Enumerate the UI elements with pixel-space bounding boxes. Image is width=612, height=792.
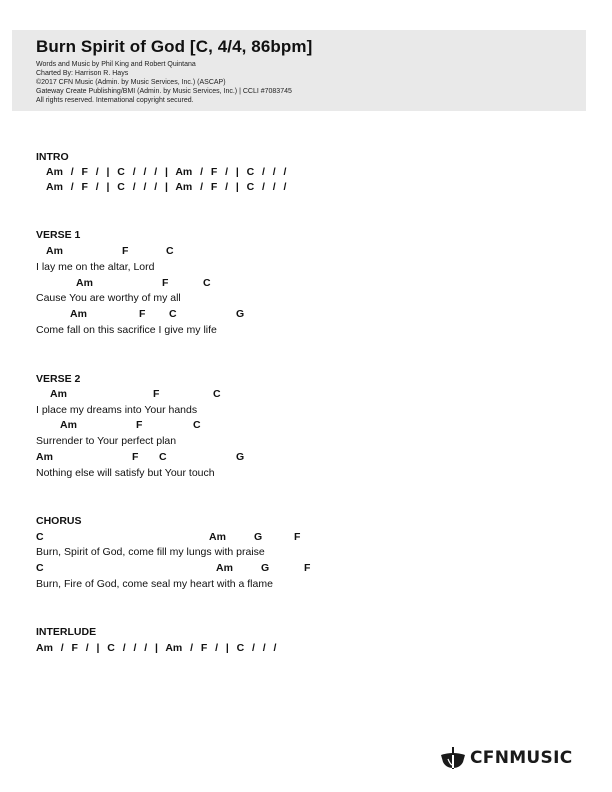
lyric-line: Burn, Fire of God, come seal my heart with a flame [36, 578, 273, 590]
chord: C [169, 308, 177, 320]
chord: F [162, 277, 169, 289]
chord: Am [50, 388, 67, 400]
chord: G [236, 451, 245, 463]
lyric-line: Burn, Spirit of God, come fill my lungs with praise [36, 546, 265, 558]
chord: Am [70, 308, 87, 320]
lyric-line: I lay me on the altar, Lord [36, 261, 155, 273]
song-title: Burn Spirit of God [C, 4/4, 86bpm] [36, 37, 313, 56]
lyric-line: Surrender to Your perfect plan [36, 435, 177, 447]
intro-bar-line: Am / F / | C / / / | Am / F / | C / / / [46, 166, 287, 178]
chord: F [294, 531, 301, 543]
chord: C [193, 419, 201, 431]
chord: G [261, 562, 270, 574]
credit-charted-by: Charted By: Harrison R. Hays [36, 70, 129, 77]
section-label-verse-2: VERSE 2 [36, 373, 81, 385]
chord: G [236, 308, 245, 320]
credit-publishing: Gateway Create Publishing/BMI (Admin. by Music Services, Inc.) | CCLI #7083745 [36, 88, 292, 95]
section-label-intro: INTRO [36, 151, 69, 163]
chord: C [203, 277, 211, 289]
credit-rights: All rights reserved. International copyright secured. [36, 97, 194, 104]
chord: F [153, 388, 160, 400]
lyric-line: I place my dreams into Your hands [36, 404, 198, 416]
chord: Am [76, 277, 93, 289]
credit-writers: Words and Music by Phil King and Robert Quintana [36, 61, 196, 68]
chord: F [139, 308, 146, 320]
chord: Am [209, 531, 226, 543]
chord: Am [36, 451, 53, 463]
interlude-bar-line: Am / F / | C / / / | Am / F / | C / / / [36, 642, 277, 654]
chord: C [36, 562, 44, 574]
section-label-interlude: INTERLUDE [36, 626, 97, 638]
cfn-music-logo [440, 746, 572, 770]
chord: F [136, 419, 143, 431]
chord: C [36, 531, 44, 543]
chord: G [254, 531, 263, 543]
chord: Am [216, 562, 233, 574]
cfn-cross-logo-icon [440, 747, 466, 769]
lyric-line: Nothing else will satisfy but Your touch [36, 467, 215, 479]
chord: C [166, 245, 174, 257]
logo-text: CFNMUSIC [470, 748, 573, 768]
lyric-line: Cause You are worthy of my all [36, 292, 181, 304]
section-label-chorus: CHORUS [36, 515, 82, 527]
chord: F [122, 245, 129, 257]
chord: Am [46, 245, 63, 257]
credit-copyright: ©2017 CFN Music (Admin. by Music Services, Inc.) (ASCAP) [36, 79, 226, 86]
chord: F [132, 451, 139, 463]
section-label-verse-1: VERSE 1 [36, 229, 81, 241]
chord: F [304, 562, 311, 574]
intro-bar-line: Am / F / | C / / / | Am / F / | C / / / [46, 181, 287, 193]
lyric-line: Come fall on this sacrifice I give my life [36, 324, 217, 336]
chord: Am [60, 419, 77, 431]
chord: C [213, 388, 221, 400]
chord: C [159, 451, 167, 463]
